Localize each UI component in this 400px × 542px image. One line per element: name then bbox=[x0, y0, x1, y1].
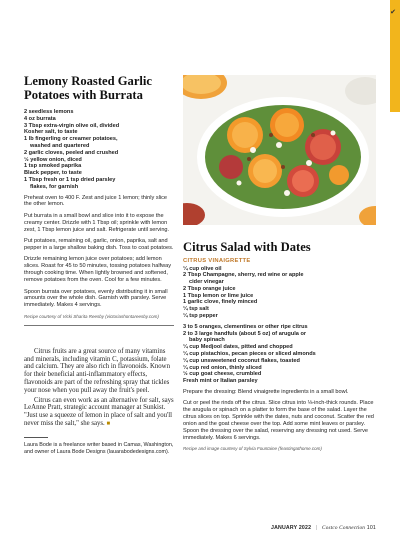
ingredient-line: 2 garlic cloves, peeled and crushed bbox=[24, 149, 119, 156]
footer-separator: | bbox=[315, 525, 318, 531]
recipe-steps bbox=[183, 389, 376, 442]
bio-divider bbox=[24, 437, 48, 438]
essay bbox=[24, 348, 174, 429]
author-bio: Laura Bode is a freelance writer based in Camas, Washington, and owner of Laura Bode Designs (lauarabodedesigns.com). bbox=[24, 441, 174, 455]
recipe-credit: Recipe and image courtesy of Sylvia Fountaine (feastingathome.com) bbox=[183, 446, 322, 452]
ingredient-line: 1 lb fingerling or creamer potatoes, bbox=[24, 136, 118, 143]
ingredient-line: 1 Tbsp lemon or lime juice bbox=[183, 292, 254, 299]
ingredient-line: ¼ cup red onion, thinly sliced bbox=[183, 364, 262, 371]
left-column bbox=[24, 75, 174, 455]
ingredient-line: ½ yellow onion, diced bbox=[24, 156, 82, 163]
ingredient-list bbox=[24, 109, 174, 191]
ingredient-line: ¼ tsp salt bbox=[183, 306, 209, 313]
ingredient-line: ¼ cup pistachios, pecan pieces or sliced almonds bbox=[183, 351, 316, 358]
essay-paragraph bbox=[24, 397, 174, 429]
instruction-paragraph: Spoon burrata over potatoes, evenly distributing it in small amounts over the whole dish. Garnish with parsley. Serve immediately. Makes 4 servings. bbox=[24, 288, 168, 309]
ingredient-line: 2 seedless lemons bbox=[24, 109, 74, 115]
ingredient-line: cider vinegar bbox=[189, 279, 224, 286]
divider bbox=[24, 325, 174, 326]
essay-paragraph-text: Citrus can even work as an alternative for salt, says LeAnne Pratt, strategic account manager at Sunkist. "Just use a squeeze of lemon in place of salt and you'll never miss the salt," she says. bbox=[24, 396, 174, 427]
recipe-title: Lemony Roasted Garlic Potatoes with Burrata bbox=[24, 74, 153, 102]
issue-date: JANUARY 2022 bbox=[271, 525, 312, 531]
magazine-name: Costco Connection bbox=[322, 525, 366, 531]
page-number: 101 bbox=[366, 525, 376, 531]
ingredient-line: 4 oz burrata bbox=[24, 115, 56, 122]
ingredient-line: 1 tsp smoked paprika bbox=[24, 163, 82, 170]
ingredient-line: baby spinach bbox=[189, 337, 225, 344]
ingredient-line: ¼ cup unsweetened coconut flakes, toasted bbox=[183, 357, 300, 364]
ingredient-line: 2 to 3 large handfuls (about 5 oz) of arugula or bbox=[183, 330, 307, 337]
ingredient-line: ½ cup goat cheese, crumbled bbox=[183, 371, 262, 378]
right-column bbox=[183, 75, 376, 452]
page-footer bbox=[271, 525, 376, 531]
recipe-steps bbox=[24, 195, 174, 310]
ingredient-line: 2 Tbsp Champagne, sherry, red wine or apple bbox=[183, 272, 304, 279]
instruction-paragraph: Prepare the dressing: Blend vinaigrette ingredients in a small bowl. bbox=[183, 389, 349, 396]
instruction-paragraph: Put burrata in a small bowl and slice into it to expose the creamy center. Drizzle with 1 Tbsp oil; sprinkle with lemon zest, 1 Tbsp lemon juice and salt. Refrigerate until serving. bbox=[24, 212, 170, 233]
instruction-paragraph: Preheat oven to 400 F. Zest and juice 1 lemon; thinly slice the other lemon. bbox=[24, 194, 168, 208]
ingredient-line: 2 Tbsp orange juice bbox=[183, 285, 236, 292]
ingredient-line: 3 Tbsp extra-virgin olive oil, divided bbox=[24, 122, 120, 129]
ingredient-line: washed and quartered bbox=[30, 142, 90, 149]
essay-paragraph: Citrus fruits are a great source of many vitamins and minerals, including vitamin C, potassium, folate and calcium. They are also rich in flavonoids. Known for their beneficial anti-inflammatory effects, flavonoids are part of the refreshing spray that tickles your nose when you pull away the fruit's peel. bbox=[24, 347, 170, 394]
ingredient-line: 1 garlic clove, finely minced bbox=[183, 299, 258, 306]
ingredient-line: Fresh mint or Italian parsley bbox=[183, 378, 258, 385]
ingredient-line: Kosher salt, to taste bbox=[24, 129, 78, 136]
ingredient-line: Black pepper, to taste bbox=[24, 170, 82, 177]
end-mark-icon: ■ bbox=[106, 420, 111, 427]
ingredient-line: 1 Tbsp fresh or 1 tsp dried parsley bbox=[24, 176, 116, 183]
recipe-title: Citrus Salad with Dates bbox=[183, 240, 311, 254]
instruction-paragraph: Put potatoes, remaining oil, garlic, onion, paprika, salt and pepper in a large shallow baking dish. Toss to coat potatoes. bbox=[24, 238, 174, 251]
section-tab bbox=[390, 0, 400, 112]
vinaigrette-subhead: CITRUS VINAIGRETTE bbox=[183, 257, 251, 264]
ingredient-list bbox=[183, 266, 376, 386]
recipe-credit: Recipe courtesy of Vicki Sharita Reesby (victoriashontareesby.com) bbox=[24, 313, 159, 319]
instruction-paragraph: Drizzle remaining lemon juice over potatoes; add lemon slices. Roast for 45 to 50 minutes, tossing potatoes halfway through cooking time. When lightly browned and softened, remove potatoes from the oven. Cool for a few minutes. bbox=[24, 256, 172, 284]
ingredient-line: ¼ cup Medjool dates, pitted and chopped bbox=[183, 344, 293, 351]
corner-check-icon: ✔ bbox=[390, 9, 396, 16]
ingredient-line: ¼ cup olive oil bbox=[183, 265, 222, 272]
instruction-paragraph: Cut or peel the rinds off the citrus. Slice citrus into ⅛-inch-thick rounds. Place the arugula or spinach on a platter to form the base of the salad. Layer the citrus slices on top. Sprinkle with the dates, nuts and coconut. Scatter the red onion and the goat cheese over the top. Add some mint leaves or parsley. Spoon the dressing over the salad, reserving any dressing not used. Serve immediately. Makes 6 servings. bbox=[183, 400, 374, 441]
ingredient-line: ¼ tsp pepper bbox=[183, 313, 218, 320]
ingredient-line: 3 to 5 oranges, clementines or other ripe citrus bbox=[183, 323, 308, 330]
ingredient-line: flakes, for garnish bbox=[30, 183, 79, 190]
citrus-salad-photo bbox=[183, 75, 376, 225]
